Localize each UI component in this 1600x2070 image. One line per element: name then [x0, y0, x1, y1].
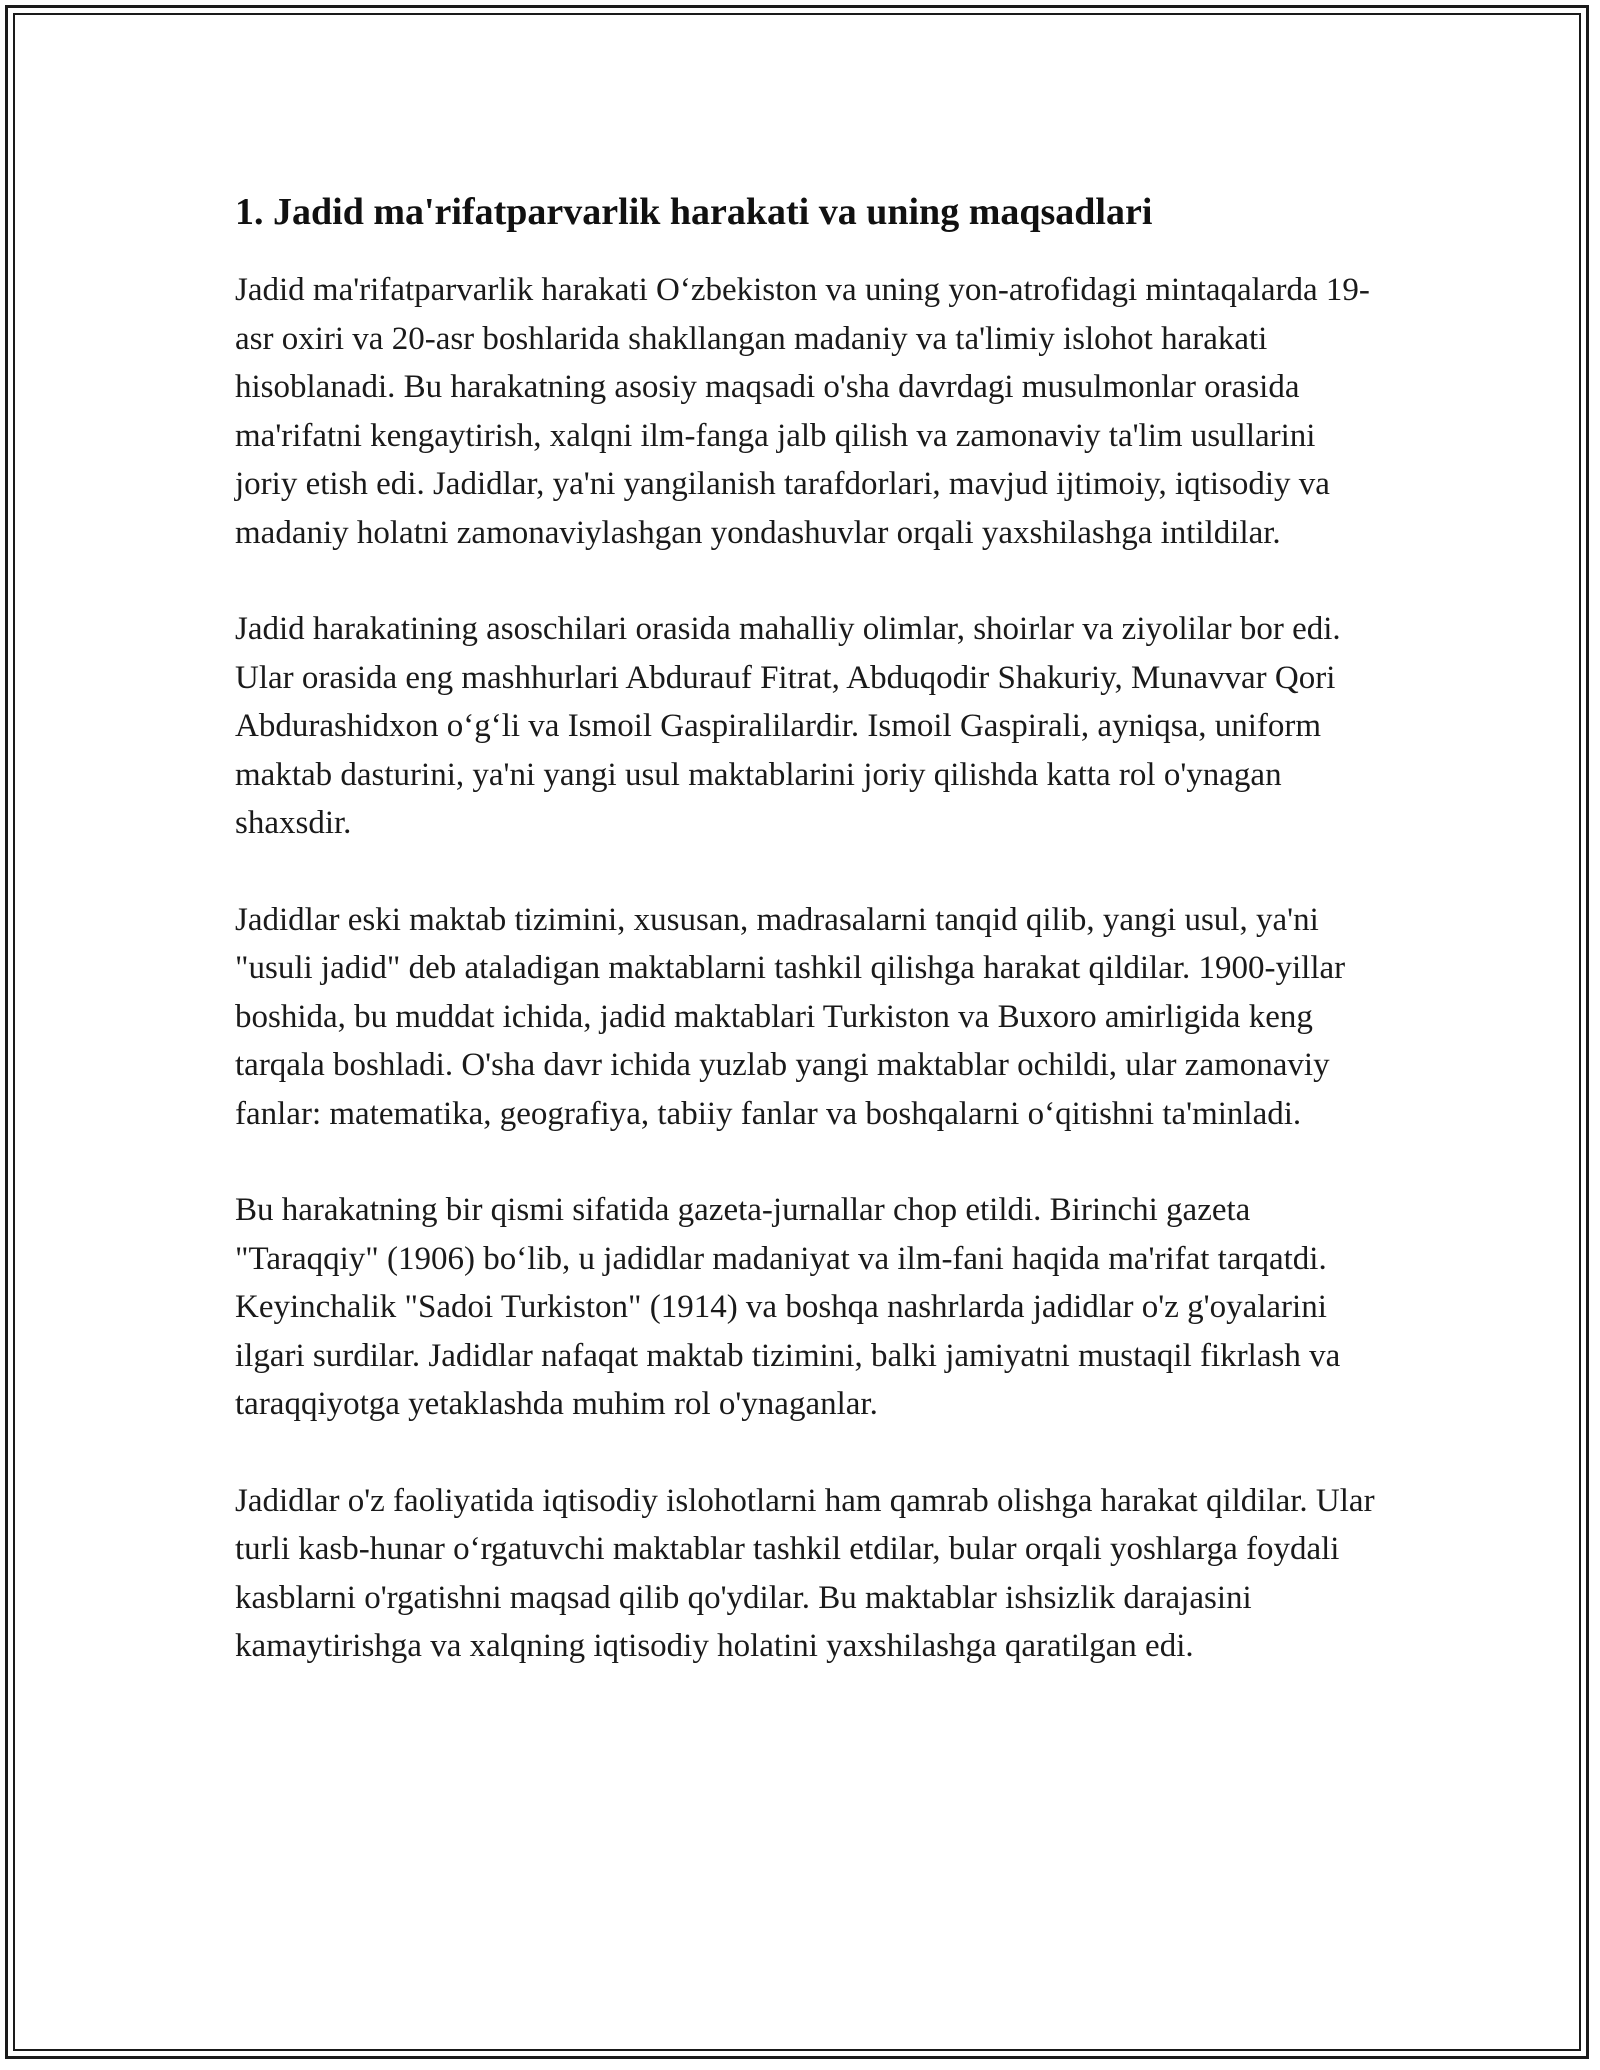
paragraph-4: Bu harakatning bir qismi sifatida gazeta-jurnallar chop etildi. Birinchi gazeta "Taraqqiy" (1906) bo‘lib, u jadidlar madaniyat va ilm-fani haqida ma'rifat tarqatdi. Keyinchalik "Sadoi Turkiston" (1914) va boshqa nashrlarda jadidlar o'z g'oyalarini ilgari surdilar. Jadidlar nafaqat maktab tizimini, balki jamiyatni mustaqil fikrlash va taraqqiyotga yetaklashda muhim rol o'ynaganlar.	[235, 1192, 1341, 1422]
paragraph-1: Jadid ma'rifatparvarlik harakati O‘zbekiston va uning yon-atrofidagi mintaqalarda 19-asr oxiri va 20-asr boshlarida shakllangan madaniy va ta'limiy islohot harakati hisoblanadi. Bu harakatning asosiy maqsadi o'sha davrdagi musulmonlar orasida ma'rifatni kengaytirish, xalqni ilm-fanga jalb qilish va zamonaviy ta'lim usullarini joriy etish edi. Jadidlar, ya'ni yangilanish tarafdorlari, mavjud ijtimoiy, iqtisodiy va madaniy holatni zamonaviylashgan yondashuvlar orqali yaxshilashga intildilar.	[235, 272, 1370, 551]
document-body	[235, 186, 1375, 1671]
paragraph-2: Jadid harakatining asoschilari orasida mahalliy olimlar, shoirlar va ziyolilar bor edi. Ular orasida eng mashhurlari Abdurauf Fitrat, Abduqodir Shakuriy, Munavvar Qori Abdurashidxon o‘g‘li va Ismoil Gaspiralilardir. Ismoil Gaspirali, ayniqsa, uniform maktab dasturini, ya'ni yangi usul maktablarini joriy qilishda katta rol o'ynagan shaxsdir.	[235, 611, 1341, 841]
paragraph-5: Jadidlar o'z faoliyatida iqtisodiy islohotlarni ham qamrab olishga harakat qildilar. Ular turli kasb-hunar o‘rgatuvchi maktablar tashkil etdilar, bular orqali yoshlarga foydali kasblarni o'rgatishni maqsad qilib qo'ydilar. Bu maktablar ishsizlik darajasini kamaytirishga va xalqning iqtisodiy holatini yaxshilashga qaratilgan edi.	[235, 1482, 1375, 1664]
paragraph-3: Jadidlar eski maktab tizimini, xususan, madrasalarni tanqid qilib, yangi usul, ya'ni "usuli jadid" deb ataladigan maktablarni tashkil qilishga harakat qildilar. 1900-yillar boshida, bu muddat ichida, jadid maktablari Turkiston va Buxoro amirligida keng tarqala boshladi. O'sha davr ichida yuzlab yangi maktablar ochildi, ular zamonaviy fanlar: matematika, geografiya, tabiiy fanlar va boshqalarni o‘qitishni ta'minladi.	[235, 901, 1346, 1132]
section-title: 1. Jadid ma'rifatparvarlik harakati va uning maqsadlari	[235, 191, 1153, 233]
